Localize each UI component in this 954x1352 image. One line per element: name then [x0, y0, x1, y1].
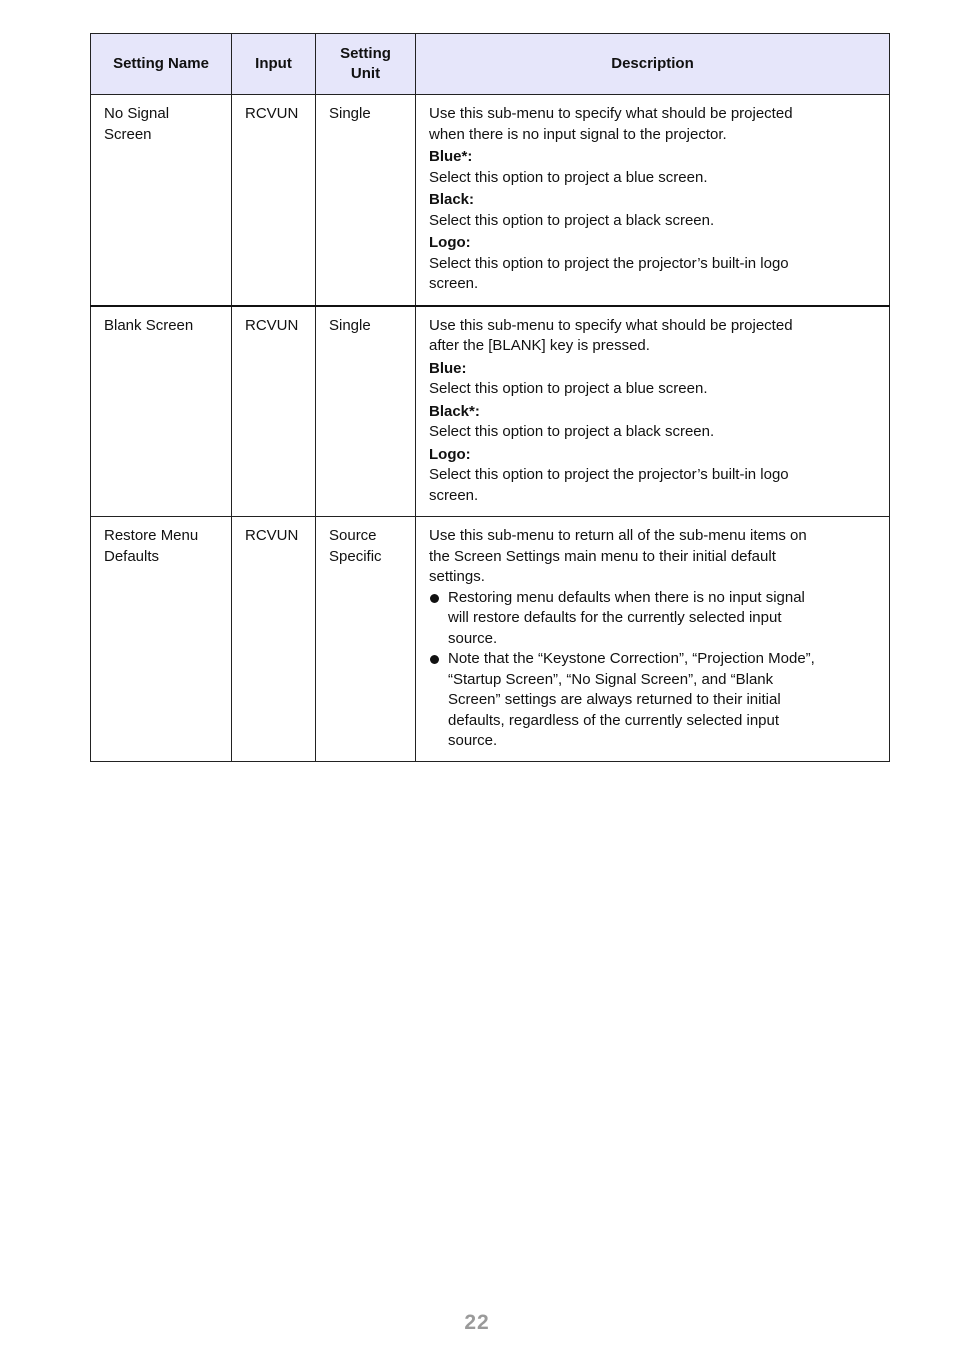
description-intro: Use this sub-menu to return all of the sub-menu items on the Screen Settings main menu to their initial default settings.: [429, 527, 807, 585]
option-label: Blue:: [429, 359, 467, 377]
table-row: [91, 95, 890, 306]
table-header-row: [91, 34, 890, 95]
option-label: Blue*:: [429, 148, 473, 165]
bullet-icon: [430, 655, 439, 664]
option-text: Select this option to project a black screen.: [429, 423, 715, 440]
setting-name-cell: Restore Menu Defaults: [91, 517, 232, 762]
option-label: Logo:: [429, 234, 471, 251]
header-input: Input: [232, 34, 316, 95]
input-cell: RCVUN: [232, 95, 316, 306]
option-text: Select this option to project the projector’s built-in logo screen.: [429, 466, 789, 504]
settings-table: [90, 33, 890, 762]
description-cell: [416, 306, 890, 517]
bullet-icon: [430, 594, 439, 603]
setting-name-cell: No Signal Screen: [91, 95, 232, 306]
description-cell: [416, 517, 890, 762]
list-item: Restoring menu defaults when there is no input signal will restore defaults for the currently selected input source.: [429, 588, 865, 650]
table-row: [91, 306, 890, 517]
header-setting-name: Setting Name: [91, 34, 232, 95]
setting-name-cell: Blank Screen: [91, 306, 232, 517]
input-cell: RCVUN: [232, 517, 316, 762]
setting-unit-cell: Source Specific: [316, 517, 416, 762]
option-label: Black:: [429, 191, 475, 208]
header-setting-unit: Setting Unit: [316, 34, 416, 95]
description-intro: Use this sub-menu to specify what should be projected after the [BLANK] key is pressed.: [429, 316, 793, 354]
page-number: 22: [464, 1311, 490, 1334]
input-cell: RCVUN: [232, 306, 316, 517]
header-description: Description: [416, 34, 890, 95]
option-text: Select this option to project a black screen.: [429, 211, 715, 229]
option-label: Black*:: [429, 402, 480, 420]
setting-unit-cell: Single: [316, 95, 416, 306]
list-item: Note that the “Keystone Correction”, “Projection Mode”, “Startup Screen”, “No Signal Screen”, and “Blank Screen” settings are always returned to their initial defaults, regardless of the currently selected input source.: [429, 649, 865, 752]
bullet-list: [429, 588, 865, 752]
description-intro: Use this sub-menu to specify what should be projected when there is no input signal to the projector.: [429, 105, 793, 143]
setting-unit-cell: Single: [316, 306, 416, 517]
option-text: Select this option to project a blue screen.: [429, 168, 708, 186]
description-cell: [416, 95, 890, 306]
option-text: Select this option to project a blue screen.: [429, 380, 708, 397]
table-row: [91, 517, 890, 762]
option-text: Select this option to project the projector’s built-in logo screen.: [429, 254, 789, 292]
option-label: Logo:: [429, 445, 471, 463]
